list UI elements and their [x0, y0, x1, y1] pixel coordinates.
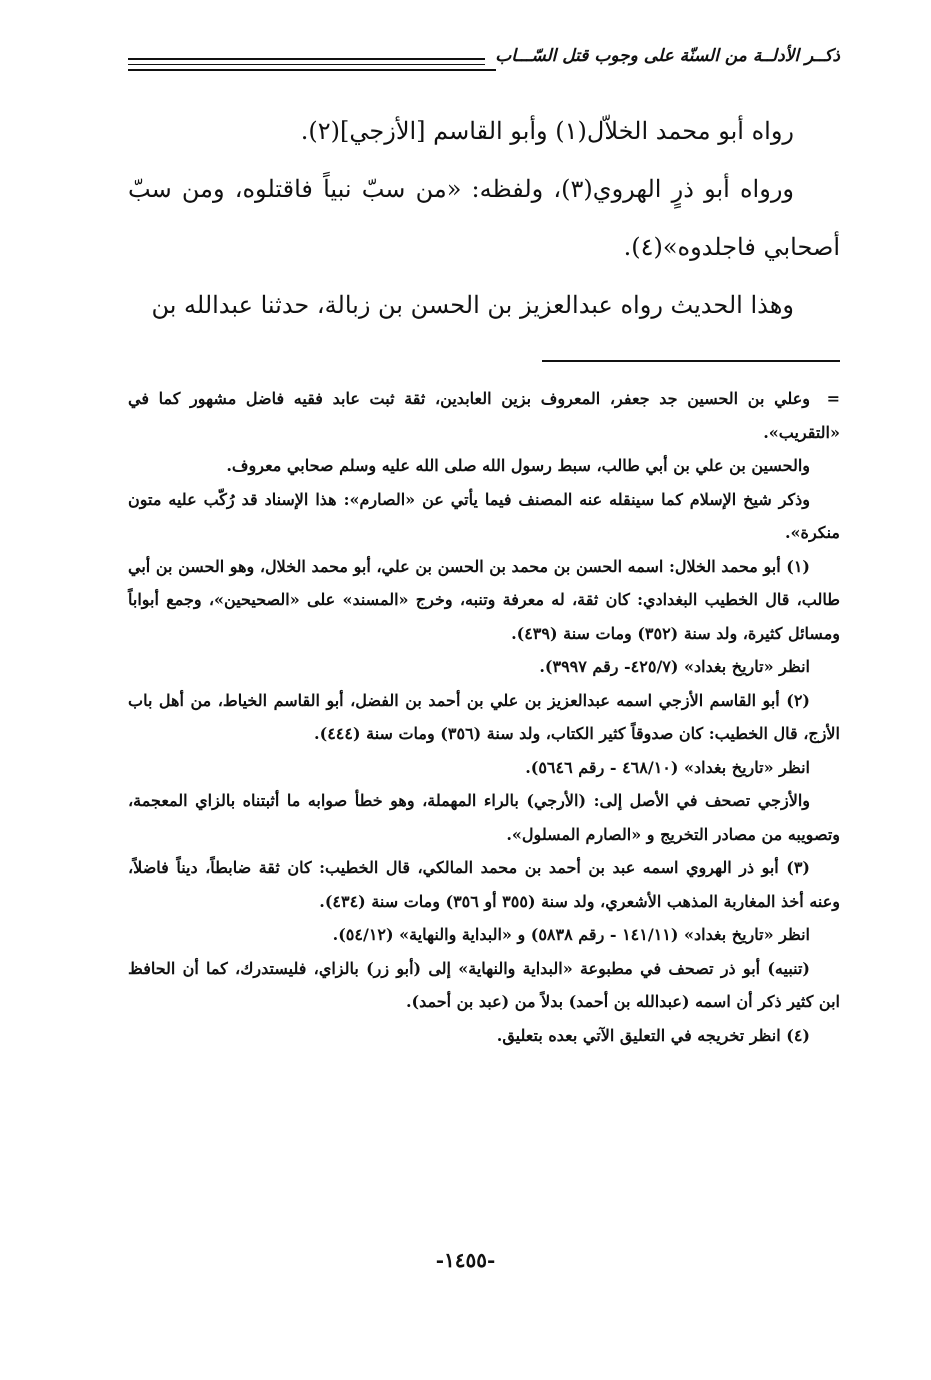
footnote-line: (١) أبو محمد الخلال: اسمه الحسن بن محمد بن الحسن بن علي، أبو محمد الخلال، وهو الحسن بن أبي طالب، قال الخطيب البغدادي: كان ثقة، له معرفة وتنبه، وخرج «المسند» على «الصحيحين»، وجمع أبواباً ومسائل كثيرة، ولد سنة (٣٥٢) ومات سنة (٤٣٩).: [128, 556, 840, 643]
footnote-line: والحسين بن علي بن أبي طالب، سبط رسول الله صلى الله عليه وسلم صحابي معروف.: [226, 456, 810, 475]
footnote-line: والأزجي تصحف في الأصل إلى: (الأرجي) بالراء المهملة، وهو خطأ صوابه ما أثبتناه بالزاي المعجمة، وتصويبه من مصادر التخريج و «الصارم المسلول».: [128, 791, 840, 844]
main-paragraph: ورواه أبو ذرٍ الهروي(٣)، ولفظه: «من سبّ نبياً فاقتلوه، ومن سبّ أصحابي فاجلدوه»(٤).: [128, 175, 840, 261]
main-paragraph: رواه أبو محمد الخلاّل(١) وأبو القاسم [الأزجي](٢).: [300, 117, 794, 145]
footnote-line: وذكر شيخ الإسلام كما سينقله عنه المصنف فيما يأتي عن «الصارم»: هذا الإسناد قد رُكّب عليه متون منكرة».: [128, 489, 840, 542]
footnote-separator: [542, 360, 840, 362]
footnotes: [128, 382, 840, 1052]
main-text: [128, 102, 840, 334]
header-title: ذكــر الأدلــة من السنّة على وجوب قتل السّـــاب: [485, 46, 840, 66]
main-paragraph: وهذا الحديث رواه عبدالعزيز بن الحسن بن زبالة، حدثنا عبدالله بن: [151, 291, 794, 319]
footnote-line: انظر «تاريخ بغداد» (٤٦٨/١٠ - رقم ٥٦٤٦).: [525, 757, 810, 777]
header-rule: [128, 69, 496, 71]
page-number: -١٤٥٥-: [435, 1248, 496, 1272]
footnote-line: (٤) انظر تخريجه في التعليق الآتي بعده بتعليق.: [496, 1025, 810, 1045]
footnote-line: انظر «تاريخ بغداد» (٤٢٥/٧- رقم ٣٩٩٧).: [539, 657, 810, 676]
header-rule: [128, 64, 496, 65]
footnote-line: (٢) أبو القاسم الأزجي اسمه عبدالعزيز بن علي بن أحمد بن الفضل، أبو القاسم الخياط، من أهل باب الأزج، قال الخطيب: كان صدوقاً كثير الكتاب، ولد سنة (٣٥٦) ومات سنة (٤٤٤).: [128, 690, 840, 743]
header-rule: [128, 58, 496, 60]
footnote-line: (تنبيه) أبو ذر تصحف في مطبوعة «البداية والنهاية» إلى (أبو زر) بالزاي، فليستدرك، كما أن الحافظ ابن كثير ذكر أن اسمه (عبدالله بن أحمد) بدلاً من (عبد بن أحمد).: [128, 958, 840, 1011]
continuation-marker: =: [826, 389, 840, 408]
footnote-line: انظر «تاريخ بغداد» (١٤١/١١ - رقم ٥٨٣٨) و «البداية والنهاية» (٥٤/١٢).: [332, 925, 810, 944]
footnote-line: (٣) أبو ذر الهروي اسمه عبد بن أحمد بن محمد المالكي، قال الخطيب: كان ثقة ضابطاً، ديناً فاضلاً، وعنه أخذ المغاربة المذهب الأشعري، ولد سنة (٣٥٥ أو ٣٥٦) ومات سنة (٤٣٤).: [128, 858, 840, 911]
footnote-line: =وعلي بن الحسين جد جعفر، المعروف بزين العابدين، ثقة ثبت عابد فقيه فاضل مشهور كما في «التقريب».: [128, 382, 840, 449]
running-header: [128, 44, 840, 80]
